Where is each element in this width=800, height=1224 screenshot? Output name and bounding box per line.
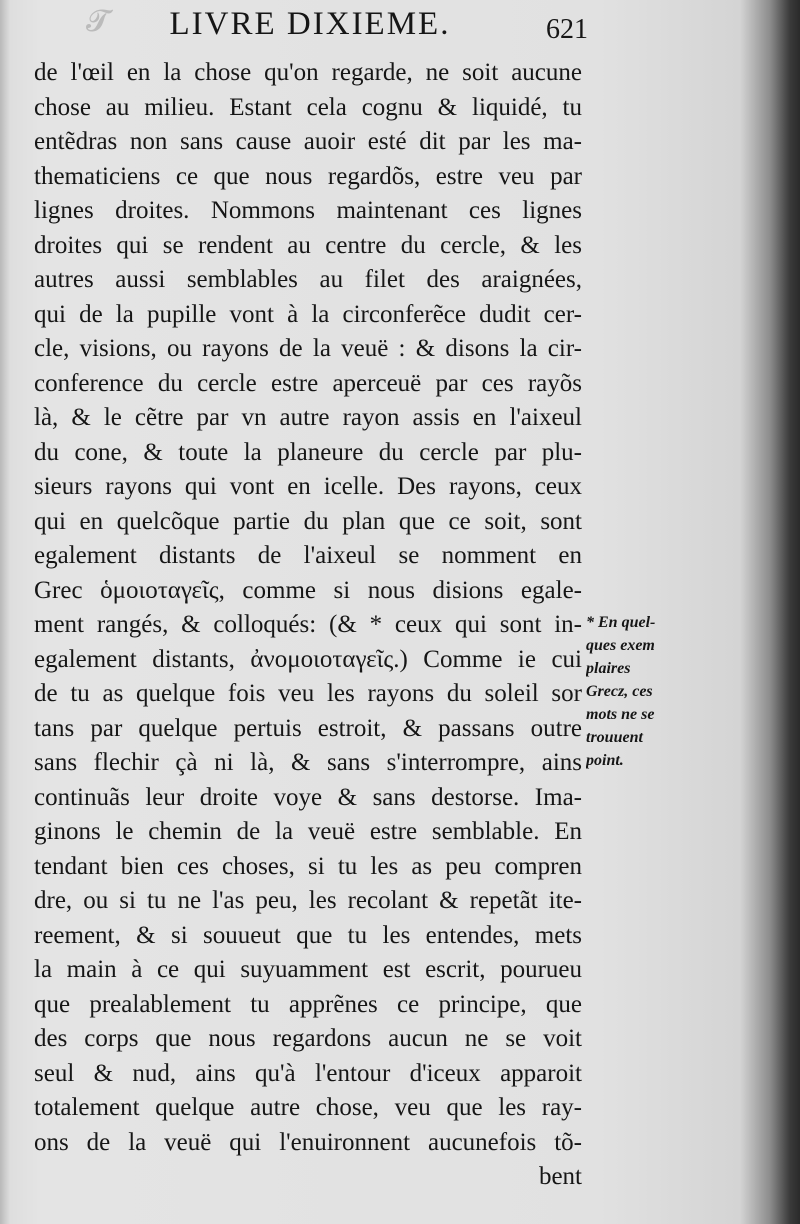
text-line: cle, visions, ou rayons de la veuë : & disons la cir- [34,335,582,362]
text-line: là, & le cẽtre par vn autre rayon assis en l'aixeul [34,404,582,431]
text-line: totalement quelque autre chose, veu que les ray- [34,1094,582,1121]
marginal-note-line: plaires [586,660,631,677]
bleed-through-mark-left: 𝓣 [86,4,110,39]
text-line: egalement distants de l'aixeul se nomment en [34,542,582,569]
text-line: sans flechir çà ni là, & sans s'interrompre, ains [34,749,582,776]
text-line: dre, ou si tu ne l'as peu, les recolant & repetãt ite- [34,887,582,914]
text-line: Grec ὁμοιοταγεῖς, comme si nous disions egale- [34,576,582,604]
text-line: lignes droites. Nommons maintenant ces lignes [34,197,582,224]
text-line: de tu as quelque fois veu les rayons du soleil sor [34,680,582,707]
text-line: qui de la pupille vont à la circonferẽce dudit cer- [34,300,582,328]
marginal-note-line: point. [586,752,624,769]
text-line: que prealablement tu apprẽnes ce principe, que [34,990,582,1018]
text-line: du cone, & toute la planeure du cercle par plu- [34,438,582,466]
text-line: entẽdras non sans cause auoir esté dit par les ma- [34,128,582,155]
text-line: continuãs leur droite voye & sans destorse. Ima- [34,783,582,811]
marginal-note-line: mots ne se [586,706,655,723]
text-line: sieurs rayons qui vont en icelle. Des rayons, ceux [34,473,582,500]
catchword: bent [538,1163,582,1190]
text-line: autres aussi semblables au filet des araignées, [34,266,582,293]
page-number: 621 [546,14,588,45]
text-line: ment rangés, & colloqués: (& * ceux qui sont in- [34,611,582,638]
text-line: chose au milieu. Estant cela cognu & liquidé, tu [34,93,582,121]
text-line: egalement distants, ἀνομοιοταγεῖς.) Comme ie cui [34,645,582,673]
text-line: qui en quelcõque partie du plan que ce soit, sont [34,507,582,535]
text-line: tans par quelque pertuis estroit, & passans outre [34,714,582,742]
marginal-note-line: * En quel- [586,614,656,631]
marginal-note-line: ques exem [586,637,655,654]
marginal-note [586,611,716,772]
main-text-block [34,56,582,1195]
text-line: de l'œil en la chose qu'on regarde, ne soit aucune [34,59,582,86]
text-line: conference du cercle estre aperceuë par ces rayõs [34,369,582,397]
text-line: seul & nud, ains qu'à l'entour d'iceux apparoit [34,1059,582,1087]
text-line: ons de la veuë qui l'enuironnent aucunefois tõ- [34,1128,582,1156]
text-line: la main à ce qui suyuamment est escrit, pourueu [34,956,582,983]
text-line: reement, & si souueut que tu les entendes, mets [34,921,582,949]
marginal-note-line: trouuent [586,729,643,746]
text-line: thematiciens ce que nous regardõs, estre veu par [34,162,582,190]
running-head: LIVRE DIXIEME. [169,6,451,42]
text-line: ginons le chemin de la veuë estre semblable. En [34,818,582,845]
text-line: des corps que nous regardons aucun ne se voit [34,1025,582,1052]
text-line: tendant bien ces choses, si tu les as peu compren [34,852,582,880]
marginal-note-line: Grecz, ces [586,683,653,700]
text-line: droites qui se rendent au centre du cercle, & les [34,231,582,259]
